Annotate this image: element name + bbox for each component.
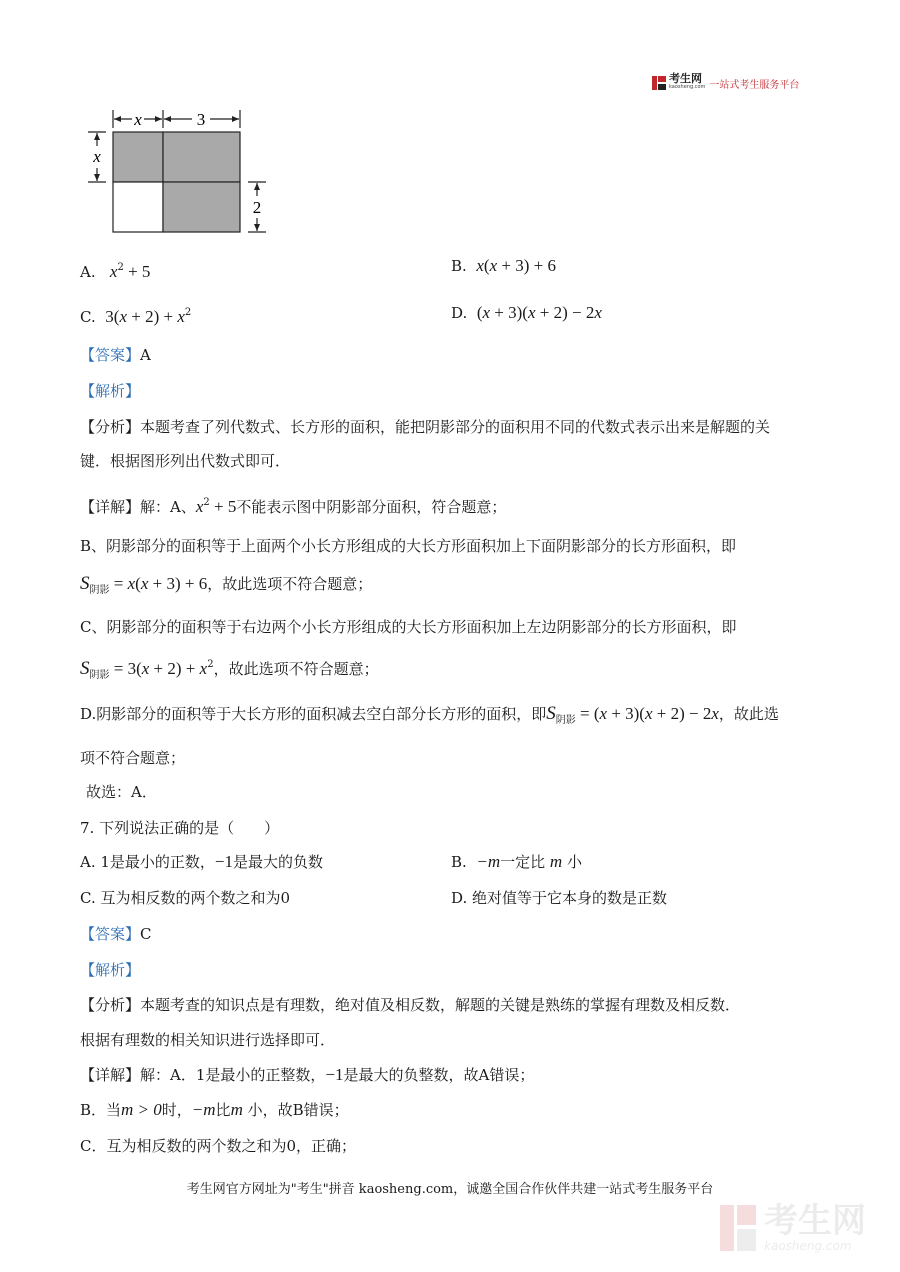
q7-stem: 7. 下列说法正确的是（ ） [80, 819, 280, 837]
q6-analysis-label: 【解析】 [80, 382, 141, 400]
q6-fenxi-1: 【分析】本题考查了列代数式、长方形的面积，能把阴影部分的面积用不同的代数式表示出来是解题的关 [80, 418, 771, 436]
watermark-logo-icon [718, 1203, 758, 1253]
footer-text: 考生网官方网址为"考生"拼音 kaosheng.com，诚邀全国合作伙伴共建一站式考生服务平台 [186, 1182, 714, 1197]
q6-option-c: C. $3(x + 2) + x^2$ [80, 307, 192, 326]
header-logo [651, 74, 799, 92]
q6-fenxi-2: 键．根据图形列出代数式即可． [80, 452, 291, 470]
q7-option-d: D. 绝对值等于它本身的数是正数 [451, 889, 668, 907]
q7-option-a: A. 1是最小的正数，−1是最大的负数 [80, 852, 324, 871]
q6-option-b: B. x(x + 3) + 6 [451, 256, 556, 275]
q7-fenxi-2: 根据有理数的相关知识进行选择即可． [80, 1031, 336, 1049]
shaded-top-right [163, 132, 240, 182]
shaded-top-left [113, 132, 163, 182]
q7-answer: 【答案】C [80, 925, 152, 943]
blank-bottom-left [113, 182, 163, 232]
q7-fenxi-1: 【分析】本题考查的知识点是有理数，绝对值及相反数，解题的关键是熟练的掌握有理数及相反数． [80, 996, 741, 1014]
q7-option-b: B. −m一定比 m 小 [451, 852, 582, 871]
shaded-bottom-right [163, 182, 240, 232]
rectangle-figure [80, 100, 280, 240]
watermark [718, 1203, 866, 1253]
q6-answer: 【答案】A [80, 346, 151, 364]
q7-detail-c: C．互为相反数的两个数之和为0，正确； [80, 1137, 357, 1155]
watermark-domain: kaosheng.com [764, 1239, 852, 1253]
kaosheng-logo-icon [651, 75, 667, 91]
header-logo-domain: kaosheng.com [669, 84, 706, 90]
q7-detail-b: B．当m > 0时，−m比m 小，故B错误； [80, 1100, 349, 1119]
header-logo-text: 考生网 [669, 72, 702, 85]
label-x-left: x [93, 147, 101, 166]
watermark-text: 考生网 [764, 1201, 866, 1241]
q6-detail-d-2: 项不符合题意； [80, 749, 186, 767]
q6-detail-c-1: C、阴影部分的面积等于右边两个小长方形组成的大长方形面积加上左边阴影部分的长方形面积，即 [80, 618, 737, 636]
q7-analysis-label: 【解析】 [80, 961, 141, 979]
label-3: 3 [196, 110, 206, 129]
label-x-top: x [134, 110, 142, 129]
q6-conclusion: 故选：A． [86, 783, 157, 801]
header-tagline: 一站式考生服务平台 [709, 79, 800, 91]
q6-detail-a: 【详解】解：A、$x^2 + 5$不能表示图中阴影部分面积，符合题意； [80, 497, 507, 516]
q6-option-d: D. (x + 3)(x + 2) − 2x [451, 303, 602, 322]
label-2: 2 [252, 198, 262, 217]
q7-option-c: C. 互为相反数的两个数之和为0 [80, 889, 291, 907]
q6-detail-c-2: $S_{阴影} = 3(x + 2) + x^2$，故此选项不符合题意； [80, 658, 379, 681]
q6-detail-b-2: $S_{阴影} = x(x + 3) + 6$，故此选项不符合题意； [80, 573, 373, 596]
q6-detail-d-1: D.阴影部分的面积等于大长方形的面积减去空白部分长方形的面积，即$S_{阴影} = (x + 3)(x + 2) - 2x$，故此选 [80, 703, 779, 726]
q7-detail-a: 【详解】解：A．1是最小的正整数，−1是最大的负整数，故A错误； [80, 1065, 535, 1084]
q6-detail-b-1: B、阴影部分的面积等于上面两个小长方形组成的大长方形面积加上下面阴影部分的长方形面积，即 [80, 537, 737, 555]
q6-option-a: A. $x^2 + 5$ [80, 262, 151, 281]
